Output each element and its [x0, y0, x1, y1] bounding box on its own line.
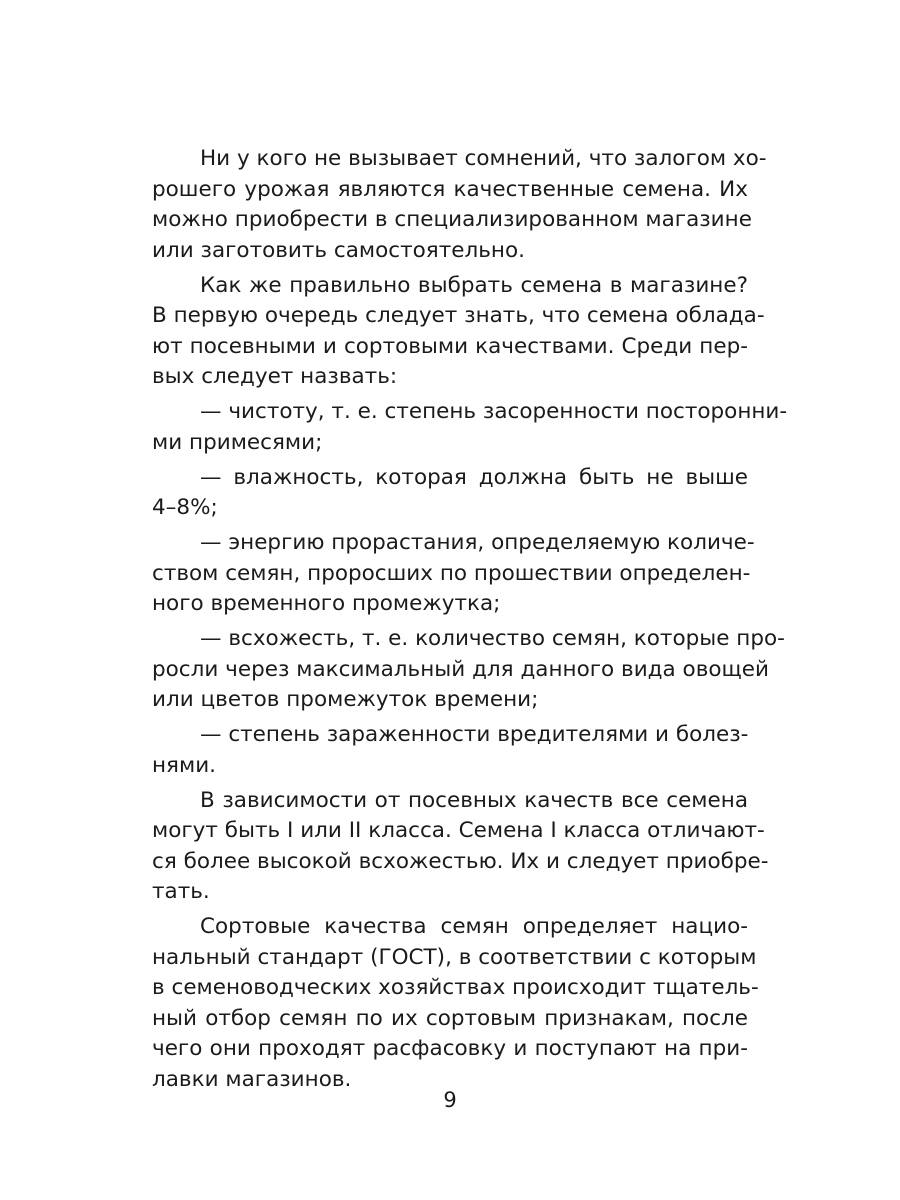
- text-line: — чистоту, т. е. степень засоренности посторонни-: [200, 399, 788, 424]
- text-line: В первую очередь следует знать, что семена облада-: [152, 303, 765, 328]
- text-line: тать.: [152, 879, 210, 904]
- paragraph: [152, 271, 765, 393]
- paragraph: [152, 397, 788, 458]
- text-line: росли через максимальный для данного вида овощей: [152, 656, 769, 682]
- text-line: или цветов промежуток времени;: [152, 687, 539, 712]
- text-line: нями.: [152, 752, 217, 778]
- text-line: В зависимости от посевных качеств все семена: [200, 787, 748, 813]
- text-line: в семеноводческих хозяйствах происходит тщатель-: [152, 975, 759, 1000]
- page-number: 9: [443, 1088, 457, 1112]
- paragraph: [152, 144, 767, 266]
- text-line: — всхожесть, т. е. количество семян, которые про-: [200, 626, 785, 651]
- text-line: — влажность, которая должна быть не выше: [200, 464, 748, 490]
- text-line: Как же правильно выбрать семена в магазине?: [200, 272, 748, 298]
- text-line: ся более высокой всхожестью. Их и следует приобре-: [152, 848, 769, 874]
- paragraph: [152, 720, 748, 781]
- text-line: могут быть I или II класса. Семена I класса отличают-: [152, 818, 765, 843]
- paragraph: [152, 624, 785, 716]
- text-line: ют посевными и сортовыми качествами. Среди пер-: [152, 333, 748, 359]
- text-line: лавки магазинов.: [152, 1066, 352, 1092]
- paragraph: [152, 786, 769, 908]
- text-line: чего они проходят расфасовку и поступают на при-: [152, 1036, 748, 1061]
- text-line: ством семян, проросших по прошествии определен-: [152, 560, 751, 586]
- paragraph: [152, 528, 755, 620]
- text-line: — степень зараженности вредителями и болез-: [200, 722, 749, 747]
- text-line: ного временного промежутка;: [152, 591, 501, 616]
- text-line: вых следует назвать:: [152, 364, 398, 389]
- body-text: [152, 144, 788, 1095]
- text-line: 4–8%;: [152, 495, 218, 520]
- text-line: нальный стандарт (ГОСТ), в соответствии с которым: [152, 944, 757, 970]
- text-line: ми примесями;: [152, 429, 323, 455]
- paragraph: [152, 463, 748, 524]
- text-line: ный отбор семян по их сортовым признакам, после: [152, 1005, 748, 1031]
- text-line: Ни у кого не вызывает сомнений, что залогом хо-: [200, 146, 767, 171]
- paragraph: [152, 912, 759, 1095]
- text-line: Сортовые качества семян определяет нацио-: [200, 914, 748, 939]
- text-line: рошего урожая являются качественные семена. Их: [152, 176, 748, 202]
- text-line: или заготовить самостоятельно.: [152, 237, 525, 263]
- text-line: можно приобрести в специализированном магазине: [152, 207, 752, 232]
- text-line: — энергию прорастания, определяемую количе-: [200, 530, 755, 555]
